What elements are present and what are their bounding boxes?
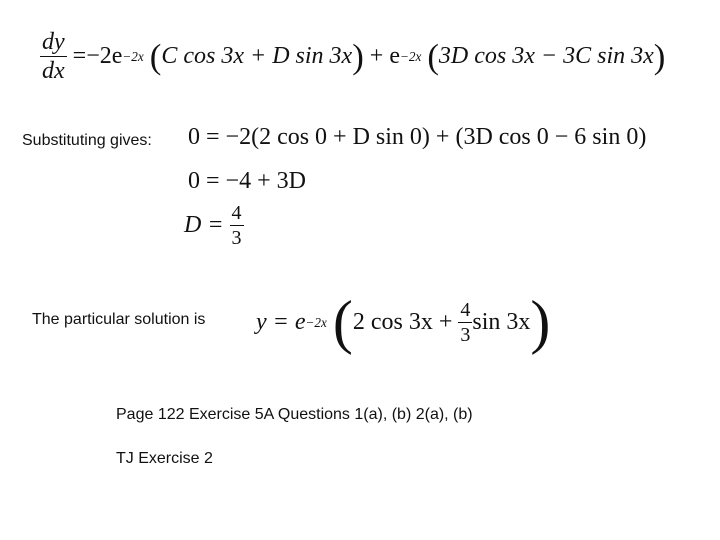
paren-open-b: ( — [427, 36, 439, 76]
particular-denominator: 3 — [460, 324, 471, 346]
four-thirds-fraction — [230, 203, 244, 248]
particular-exponent: −2x — [305, 314, 327, 330]
fraction-numerator: 4 — [231, 202, 242, 224]
substituting-label: Substituting gives: — [22, 132, 152, 149]
derivative-equation — [40, 30, 665, 83]
paren-close-a: ) — [352, 36, 364, 76]
sin-term: sin 3x — [472, 309, 531, 335]
paren-open-large: ( — [332, 289, 353, 355]
paren-close-large: ) — [530, 289, 551, 355]
dy-numerator: dy — [42, 29, 65, 55]
fraction-denominator: 3 — [231, 227, 242, 249]
particular-solution-label: The particular solution is — [32, 311, 206, 328]
dy-dx-fraction — [40, 30, 67, 83]
particular-numerator: 4 — [460, 299, 471, 321]
bracket-term-a: C cos 3x + D sin 3x — [161, 43, 353, 69]
dx-denominator: dx — [42, 58, 65, 84]
cos-term: 2 cos 3x + — [352, 309, 453, 335]
tj-exercise-reference: TJ Exercise 2 — [116, 450, 213, 467]
bracket-term-b: 3D cos 3x − 3C sin 3x — [438, 43, 654, 69]
paren-close-b: ) — [653, 36, 666, 76]
plus-exp: + e — [369, 43, 400, 69]
substitution-line-3 — [184, 203, 244, 248]
exponent-a: −2x — [122, 48, 144, 64]
coefficient-term: =−2e — [72, 43, 123, 69]
y-equals-exp: y = e — [256, 309, 306, 335]
substitution-line-2: 0 = −4 + 3D — [188, 168, 306, 194]
d-equals: D = — [184, 212, 224, 238]
exponent-b: −2x — [399, 48, 422, 64]
particular-fraction — [458, 300, 472, 345]
substitution-line-1: 0 = −2(2 cos 0 + D sin 0) + (3D cos 0 − 6 sin 0) — [188, 124, 647, 150]
exercise-reference: Page 122 Exercise 5A Questions 1(a), (b) 2(a), (b) — [116, 406, 473, 423]
paren-open-a: ( — [149, 36, 162, 76]
particular-solution-equation — [256, 288, 550, 357]
